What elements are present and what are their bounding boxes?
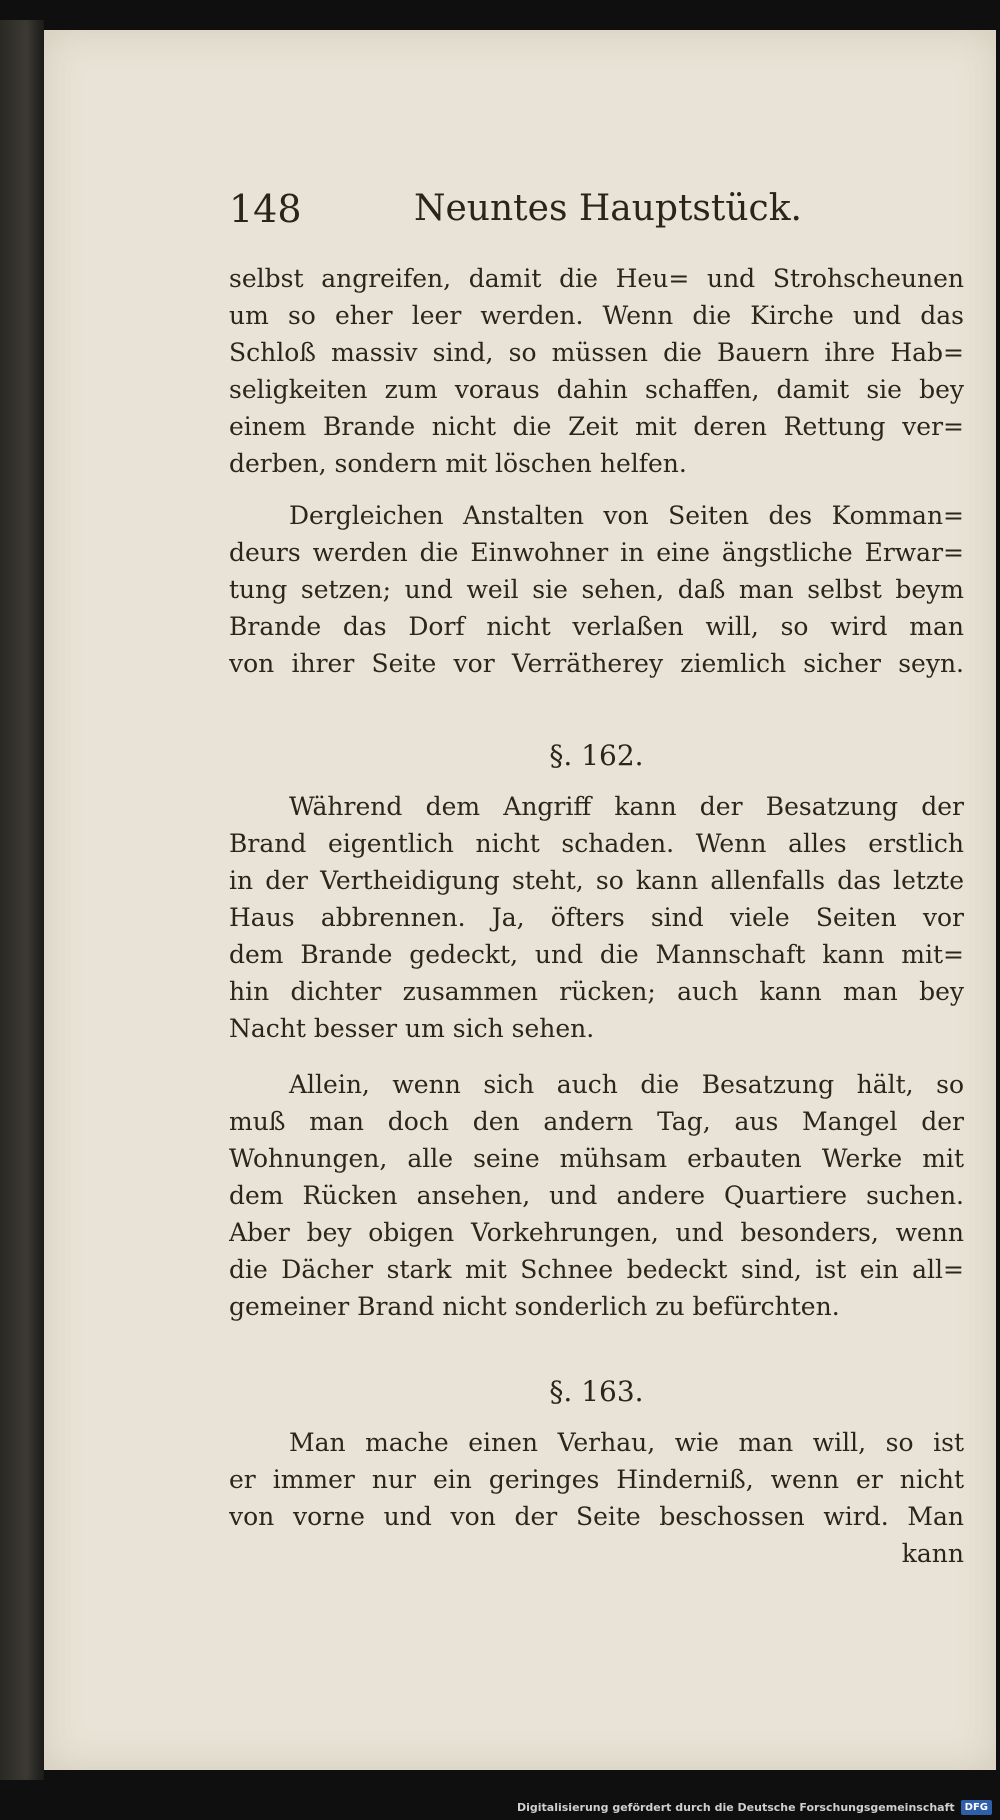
text-line: deurs werden die Einwohner in eine ängstliche Erwar= xyxy=(229,538,964,567)
page-header xyxy=(229,186,802,232)
text-line: Brande das Dorf nicht verlaßen will, so wird man xyxy=(229,612,964,641)
footer-credit-text: Digitalisierung gefördert durch die Deutsche Forschungsgemeinschaft xyxy=(516,1800,955,1814)
text-line: die Dächer stark mit Schnee bedeckt sind, ist ein all= xyxy=(229,1255,964,1284)
text-line: dem Brande gedeckt, und die Mannschaft kann mit= xyxy=(229,940,964,969)
text-line: seligkeiten zum voraus dahin schaffen, damit sie bey xyxy=(229,375,964,404)
text-line: Haus abbrennen. Ja, öfters sind viele Seiten vor xyxy=(229,903,964,932)
text-line: um so eher leer werden. Wenn die Kirche und das xyxy=(229,301,964,330)
text-line: einem Brande nicht die Zeit mit deren Rettung ver= xyxy=(229,412,964,441)
page-number: 148 xyxy=(229,187,302,231)
text-line: von vorne und von der Seite beschossen wird. Man xyxy=(229,1502,964,1531)
text-line: in der Vertheidigung steht, so kann allenfalls das letzte xyxy=(229,866,964,895)
text-line: gemeiner Brand nicht sonderlich zu befürchten. xyxy=(229,1292,840,1321)
text-line: hin dichter zusammen rücken; auch kann man bey xyxy=(229,977,964,1006)
section-heading-162: §. 162. xyxy=(549,739,644,772)
catchword: kann xyxy=(901,1539,964,1568)
digitization-footer xyxy=(517,1796,992,1818)
paragraph-allein xyxy=(229,1066,964,1325)
text-line: er immer nur ein geringes Hinderniß, wenn er nicht xyxy=(229,1465,964,1494)
paragraph-continued xyxy=(229,260,964,482)
text-line: Während dem Angriff kann der Besatzung der xyxy=(289,792,964,821)
book-spine-edge xyxy=(0,20,44,1780)
text-line: muß man doch den andern Tag, aus Mangel der xyxy=(229,1107,964,1136)
running-title: Neuntes Hauptstück. xyxy=(414,188,802,229)
text-line: tung setzen; und weil sie sehen, daß man selbst beym xyxy=(229,575,964,604)
text-line: Brand eigentlich nicht schaden. Wenn alles erstlich xyxy=(229,829,964,858)
paragraph-dergleichen xyxy=(229,497,964,682)
text-line: von ihrer Seite vor Verrätherey ziemlich sicher seyn. xyxy=(229,649,964,678)
text-line: Aber bey obigen Vorkehrungen, und besonders, wenn xyxy=(229,1218,964,1247)
text-line: Schloß massiv sind, so müssen die Bauern ihre Hab= xyxy=(229,338,964,367)
section-heading-163: §. 163. xyxy=(549,1375,644,1408)
text-line: Nacht besser um sich sehen. xyxy=(229,1014,595,1043)
text-line: dem Rücken ansehen, und andere Quartiere suchen. xyxy=(229,1181,964,1210)
text-line: Wohnungen, alle seine mühsam erbauten Werke mit xyxy=(229,1144,964,1173)
text-line: Allein, wenn sich auch die Besatzung hält, so xyxy=(289,1070,964,1099)
dfg-logo-icon: DFG xyxy=(961,1800,992,1815)
text-line: Man mache einen Verhau, wie man will, so ist xyxy=(289,1428,964,1457)
paragraph-man-mache xyxy=(229,1424,964,1572)
text-line: selbst angreifen, damit die Heu= und Strohscheunen xyxy=(229,264,964,293)
text-line: Dergleichen Anstalten von Seiten des Komman= xyxy=(289,501,964,530)
paragraph-waehrend xyxy=(229,788,964,1047)
text-line: derben, sondern mit löschen helfen. xyxy=(229,449,687,478)
